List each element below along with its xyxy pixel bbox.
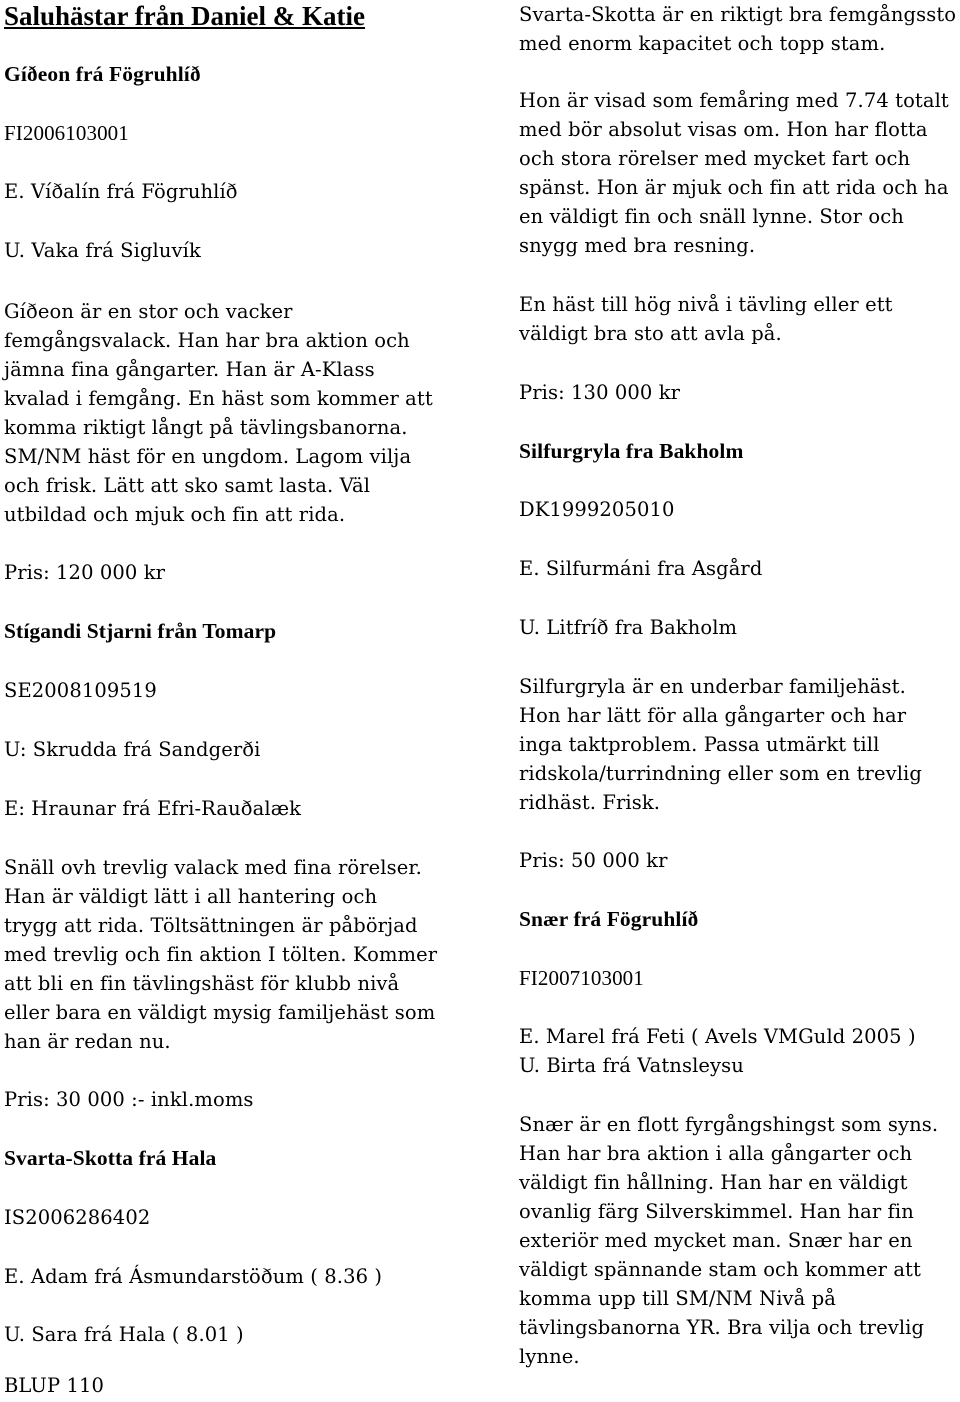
description-line: utbildad och mjuk och fin att rida.: [4, 503, 346, 526]
mother-line: U: Skrudda frá Sandgerði: [4, 738, 261, 761]
description-line: jämna fina gångarter. Han är A-Klass: [4, 358, 375, 381]
description-line: Gíðeon är en stor och vacker: [4, 300, 293, 323]
description-line: tävlingsbanorna YR. Bra vilja och trevlig: [519, 1316, 925, 1339]
description-line: eller bara en väldigt mysig familjehäst som: [4, 1001, 436, 1024]
description-line: Silfurgryla är en underbar familjehäst.: [519, 675, 906, 698]
description-line: En häst till hög nivå i tävling eller ett: [519, 293, 893, 316]
price: Pris: 50 000 kr: [519, 849, 668, 872]
description-line: Hon är visad som femåring med 7.74 totalt: [519, 89, 949, 112]
registration-number: FI2007103001: [519, 966, 644, 990]
description-line: och stora rörelser med mycket fart och: [519, 147, 911, 170]
price: Pris: 130 000 kr: [519, 381, 681, 404]
mother-line: U. Vaka frá Sigluvík: [4, 239, 201, 262]
description-line: SM/NM häst för en ungdom. Lagom vilja: [4, 445, 412, 468]
description-line: komma riktigt långt på tävlingsbanorna.: [4, 416, 408, 439]
description-line: lynne.: [519, 1345, 580, 1368]
mother-line: U. Sara frá Hala ( 8.01 ): [4, 1323, 244, 1346]
father-line: E: Hraunar frá Efri-Rauðalæk: [4, 797, 302, 820]
description-line: Han är väldigt lätt i all hantering och: [4, 885, 378, 908]
description-line: han är redan nu.: [4, 1030, 171, 1053]
father-line: E. Marel frá Feti ( Avels VMGuld 2005 ): [519, 1025, 916, 1048]
registration-number: IS2006286402: [4, 1206, 151, 1229]
registration-number: DK1999205010: [519, 498, 675, 521]
description-line: ovanlig färg Silverskimmel. Han har fin: [519, 1200, 914, 1223]
description-line: Snær är en flott fyrgångshingst som syns.: [519, 1113, 939, 1136]
description-line: med enorm kapacitet och topp stam.: [519, 32, 886, 55]
description-line: att bli en fin tävlingshäst för klubb nivå: [4, 972, 400, 995]
blup-score: BLUP 110: [4, 1374, 104, 1397]
horse-name: Gíðeon frá Fögruhlíð: [4, 62, 201, 86]
description-line: Hon har lätt för alla gångarter och har: [519, 704, 907, 727]
price: Pris: 120 000 kr: [4, 561, 166, 584]
horse-name: Snær frá Fögruhlíð: [519, 907, 699, 931]
description-line: spänst. Hon är mjuk och fin att rida och ha: [519, 176, 949, 199]
description-line: väldigt fin hållning. Han har en väldigt: [519, 1171, 908, 1194]
registration-number: FI2006103001: [4, 121, 129, 145]
description-line: exteriör med mycket man. Snær har en: [519, 1229, 913, 1252]
horse-name: Stígandi Stjarni från Tomarp: [4, 619, 277, 643]
registration-number: SE2008109519: [4, 679, 157, 702]
description-line: med trevlig och fin aktion I tölten. Kommer: [4, 943, 438, 966]
horse-name: Silfurgryla fra Bakholm: [519, 439, 744, 463]
father-line: E. Adam frá Ásmundarstöðum ( 8.36 ): [4, 1265, 383, 1288]
price: Pris: 30 000 :- inkl.moms: [4, 1088, 254, 1111]
description-line: ridhäst. Frisk.: [519, 791, 661, 814]
description-line: en väldigt fin och snäll lynne. Stor och: [519, 205, 904, 228]
description-line: komma upp till SM/NM Nivå på: [519, 1287, 836, 1310]
description-line: Han har bra aktion i alla gångarter och: [519, 1142, 913, 1165]
description-line: femgångsvalack. Han har bra aktion och: [4, 329, 410, 352]
father-line: E. Víðalín frá Fögruhlíð: [4, 180, 238, 203]
description-line: med bör absolut visas om. Hon har flotta: [519, 118, 928, 141]
description-line: inga taktproblem. Passa utmärkt till: [519, 733, 880, 756]
description-line: Svarta-Skotta är en riktigt bra femgångssto: [519, 3, 957, 26]
horse-name: Svarta-Skotta frá Hala: [4, 1146, 217, 1170]
description-line: snygg med bra resning.: [519, 234, 756, 257]
description-line: väldigt bra sto att avla på.: [519, 322, 782, 345]
description-line: väldigt spännande stam och kommer att: [519, 1258, 921, 1281]
mother-line: U. Litfríð fra Bakholm: [519, 616, 738, 639]
page-title: Saluhästar från Daniel & Katie: [4, 1, 366, 31]
description-line: och frisk. Lätt att sko samt lasta. Väl: [4, 474, 371, 497]
description-line: Snäll ovh trevlig valack med fina rörelser.: [4, 856, 422, 879]
father-line: E. Silfurmáni fra Asgård: [519, 557, 763, 580]
description-line: ridskola/turrindning eller som en trevlig: [519, 762, 922, 785]
description-line: kvalad i femgång. En häst som kommer att: [4, 387, 433, 410]
description-line: trygg att rida. Töltsättningen är påbörjad: [4, 914, 418, 937]
mother-line: U. Birta frá Vatnsleysu: [519, 1054, 744, 1077]
